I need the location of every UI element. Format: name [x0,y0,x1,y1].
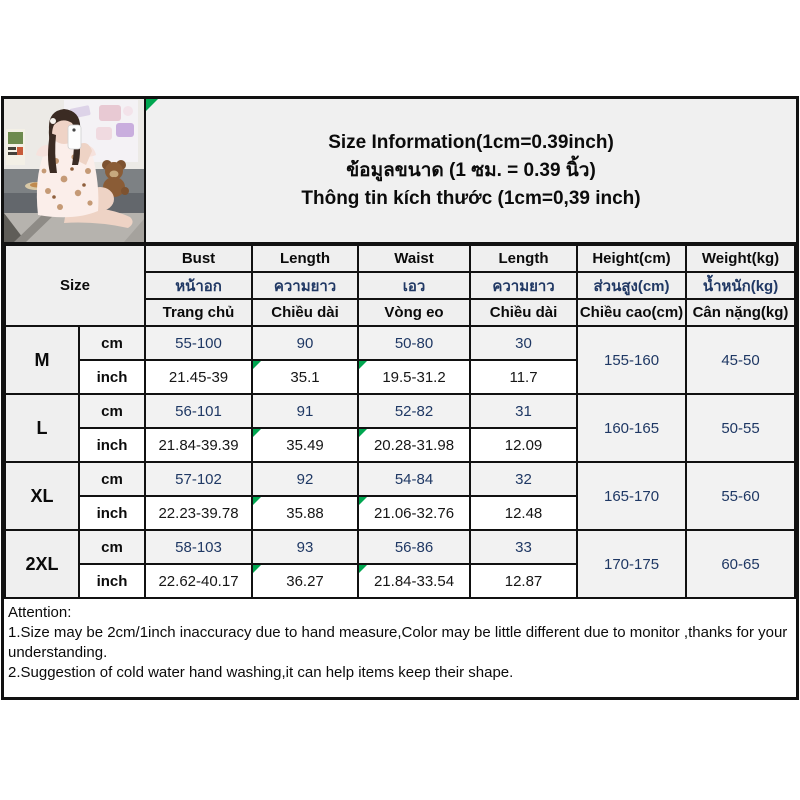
m-length2-inch: 11.7 [470,360,577,394]
l-length2-inch: 12.09 [470,428,577,462]
unit-label-inch: inch [79,496,145,530]
2xl-waist-cm: 56-86 [358,530,470,564]
col-header-length2-th: ความยาว [470,272,577,299]
xl-length-inch: 35.88 [252,496,358,530]
m-length2-cm: 30 [470,326,577,360]
l-bust-cm: 56-101 [145,394,252,428]
col-header-weight-vi: Cân nặng(kg) [686,299,795,326]
col-header-length-th: ความยาว [252,272,358,299]
table-row-xl-cm [5,462,795,496]
l-length-inch: 35.49 [252,428,358,462]
unit-label-inch: inch [79,428,145,462]
col-header-waist: Waist [358,245,470,272]
xl-length2-inch: 12.48 [470,496,577,530]
attention-line-1: 1.Size may be 2cm/1inch inaccuracy due to hand measure,Color may be little different due to monitor ,thanks for your understanding. [8,624,788,661]
attention-heading: Attention: [8,604,72,621]
xl-bust-cm: 57-102 [145,462,252,496]
title-vietnamese: Thông tin kích thước (1cm=0,39 inch) [301,187,641,209]
2xl-waist-inch: 21.84-33.54 [358,564,470,598]
xl-waist-inch: 21.06-32.76 [358,496,470,530]
m-length-cm: 90 [252,326,358,360]
title-thai: ข้อมูลขนาด (1 ซม. = 0.39 นิ้ว) [346,159,596,181]
size-table [4,244,796,599]
2xl-length2-cm: 33 [470,530,577,564]
2xl-length-inch: 36.27 [252,564,358,598]
2xl-length2-inch: 12.87 [470,564,577,598]
table-row-l-cm [5,394,795,428]
pajama-model-illustration [4,99,144,242]
l-waist-inch: 20.28-31.98 [358,428,470,462]
xl-length-cm: 92 [252,462,358,496]
col-header-length2: Length [470,245,577,272]
unit-label-cm: cm [79,326,145,360]
unit-label-cm: cm [79,394,145,428]
size-chart-panel [1,96,799,700]
col-header-bust: Bust [145,245,252,272]
l-length2-cm: 31 [470,394,577,428]
attention-line-2: 2.Suggestion of cold water hand washing,it can help items keep their shape. [8,664,514,681]
m-bust-cm: 55-100 [145,326,252,360]
xl-height: 165-170 [577,462,686,530]
col-header-waist-th: เอว [358,272,470,299]
xl-waist-cm: 54-84 [358,462,470,496]
col-header-length2-vi: Chiều dài [470,299,577,326]
header-band [4,99,796,244]
m-height: 155-160 [577,326,686,394]
unit-label-inch: inch [79,564,145,598]
xl-weight: 55-60 [686,462,795,530]
header-row-english [5,245,795,272]
2xl-weight: 60-65 [686,530,795,598]
xl-length2-cm: 32 [470,462,577,496]
m-weight: 45-50 [686,326,795,394]
2xl-bust-inch: 22.62-40.17 [145,564,252,598]
table-row-m-cm [5,326,795,360]
col-header-height: Height(cm) [577,245,686,272]
size-label-m: M [5,326,79,394]
col-header-bust-th: หน้าอก [145,272,252,299]
m-bust-inch: 21.45-39 [145,360,252,394]
title-english: Size Information(1cm=0.39inch) [328,131,614,153]
size-label-xl: XL [5,462,79,530]
2xl-length-cm: 93 [252,530,358,564]
l-height: 160-165 [577,394,686,462]
col-header-height-th: ส่วนสูง(cm) [577,272,686,299]
unit-label-inch: inch [79,360,145,394]
col-header-height-vi: Chiều cao(cm) [577,299,686,326]
m-waist-cm: 50-80 [358,326,470,360]
m-waist-inch: 19.5-31.2 [358,360,470,394]
size-label-2xl: 2XL [5,530,79,598]
l-weight: 50-55 [686,394,795,462]
attention-note [4,599,796,697]
l-length-cm: 91 [252,394,358,428]
col-header-length-vi: Chiều dài [252,299,358,326]
l-bust-inch: 21.84-39.39 [145,428,252,462]
col-header-weight-th: น้ำหนัก(kg) [686,272,795,299]
m-length-inch: 35.1 [252,360,358,394]
col-header-length: Length [252,245,358,272]
col-header-weight: Weight(kg) [686,245,795,272]
l-waist-cm: 52-82 [358,394,470,428]
2xl-height: 170-175 [577,530,686,598]
product-photo [4,99,146,242]
size-label-l: L [5,394,79,462]
xl-bust-inch: 22.23-39.78 [145,496,252,530]
unit-label-cm: cm [79,530,145,564]
2xl-bust-cm: 58-103 [145,530,252,564]
size-information-title [146,99,796,242]
unit-label-cm: cm [79,462,145,496]
table-row-2xl-cm [5,530,795,564]
col-header-waist-vi: Vòng eo [358,299,470,326]
col-header-bust-vi: Trang chủ [145,299,252,326]
size-header: Size [5,245,145,326]
